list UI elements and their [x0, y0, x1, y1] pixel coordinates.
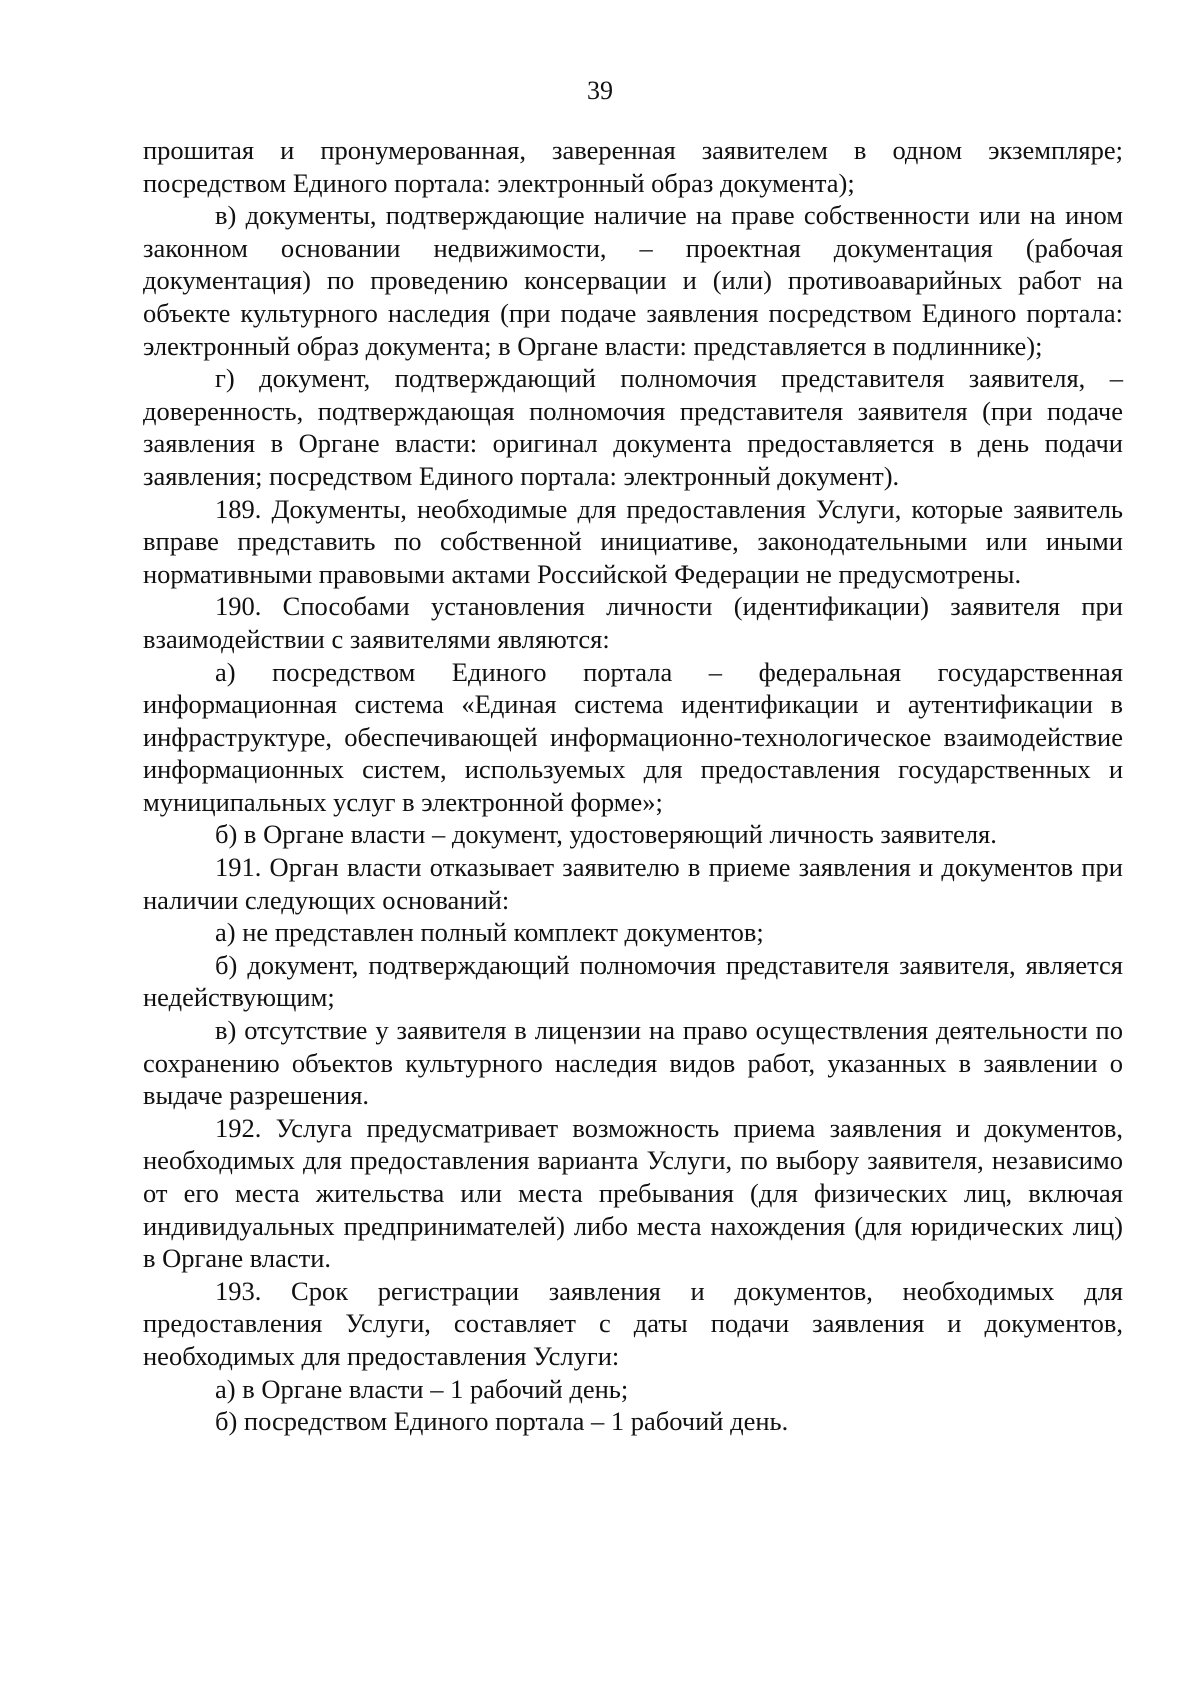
paragraph: б) документ, подтверждающий полномочия представителя заявителя, является недействующим; — [143, 949, 1123, 1013]
page-number: 39 — [587, 76, 613, 105]
paragraph: г) документ, подтверждающий полномочия представителя заявителя, – доверенность, подтверждающая полномочия представителя заявителя (при подаче заявления в Органе власти: оригинал документа предоставляется в день подачи заявления; посредством Единого портала: электронный документ). — [143, 363, 1123, 491]
paragraph: 193. Срок регистрации заявления и документов, необходимых для предоставления Услуги, составляет с даты подачи заявления и документов, необходимых для предоставления Услуги: — [143, 1275, 1123, 1371]
paragraph: а) посредством Единого портала – федеральная государственная информационная система «Единая система идентификации и аутентификации в инфраструктуре, обеспечивающей информационно-технологическое взаимодействие информационных систем, используемых для предоставления государственных и муниципальных услуг в электронной форме»; — [143, 656, 1123, 817]
paragraph: 191. Орган власти отказывает заявителю в приеме заявления и документов при наличии следующих оснований: — [143, 852, 1123, 915]
paragraph: в) документы, подтверждающие наличие на праве собственности или на ином законном основании недвижимости, – проектная документация (рабочая документация) по проведению консервации и (или) противоаварийных работ на объекте культурного наследия (при подаче заявления посредством Единого портала: электронный образ документа; в Органе власти: представляется в подлиннике); — [143, 200, 1123, 361]
paragraph: 190. Способами установления личности (идентификации) заявителя при взаимодействии с заявителями являются: — [143, 591, 1123, 654]
paragraph: а) в Органе власти – 1 рабочий день; — [215, 1373, 629, 1404]
paragraph: а) не представлен полный комплект документов; — [215, 917, 764, 948]
paragraph: прошитая и пронумерованная, заверенная заявителем в одном экземпляре; посредством Единого портала: электронный образ документа); — [143, 135, 1123, 198]
paragraph: 189. Документы, необходимые для предоставления Услуги, которые заявитель вправе представить по собственной инициативе, законодательными или иными нормативными правовыми актами Российской Федерации не предусмотрены. — [143, 493, 1123, 589]
paragraph: б) посредством Единого портала – 1 рабочий день. — [215, 1406, 789, 1437]
paragraph: б) в Органе власти – документ, удостоверяющий личность заявителя. — [215, 819, 997, 850]
paragraph: 192. Услуга предусматривает возможность приема заявления и документов, необходимых для предоставления варианта Услуги, по выбору заявителя, независимо от его места жительства или места пребывания (для физических лиц, включая индивидуальных предпринимателей) либо места нахождения (для юридических лиц) в Органе власти. — [143, 1112, 1123, 1274]
document-body — [143, 134, 1123, 1438]
paragraph: в) отсутствие у заявителя в лицензии на право осуществления деятельности по сохранению объектов культурного наследия видов работ, указанных в заявлении о выдаче разрешения. — [143, 1015, 1123, 1111]
